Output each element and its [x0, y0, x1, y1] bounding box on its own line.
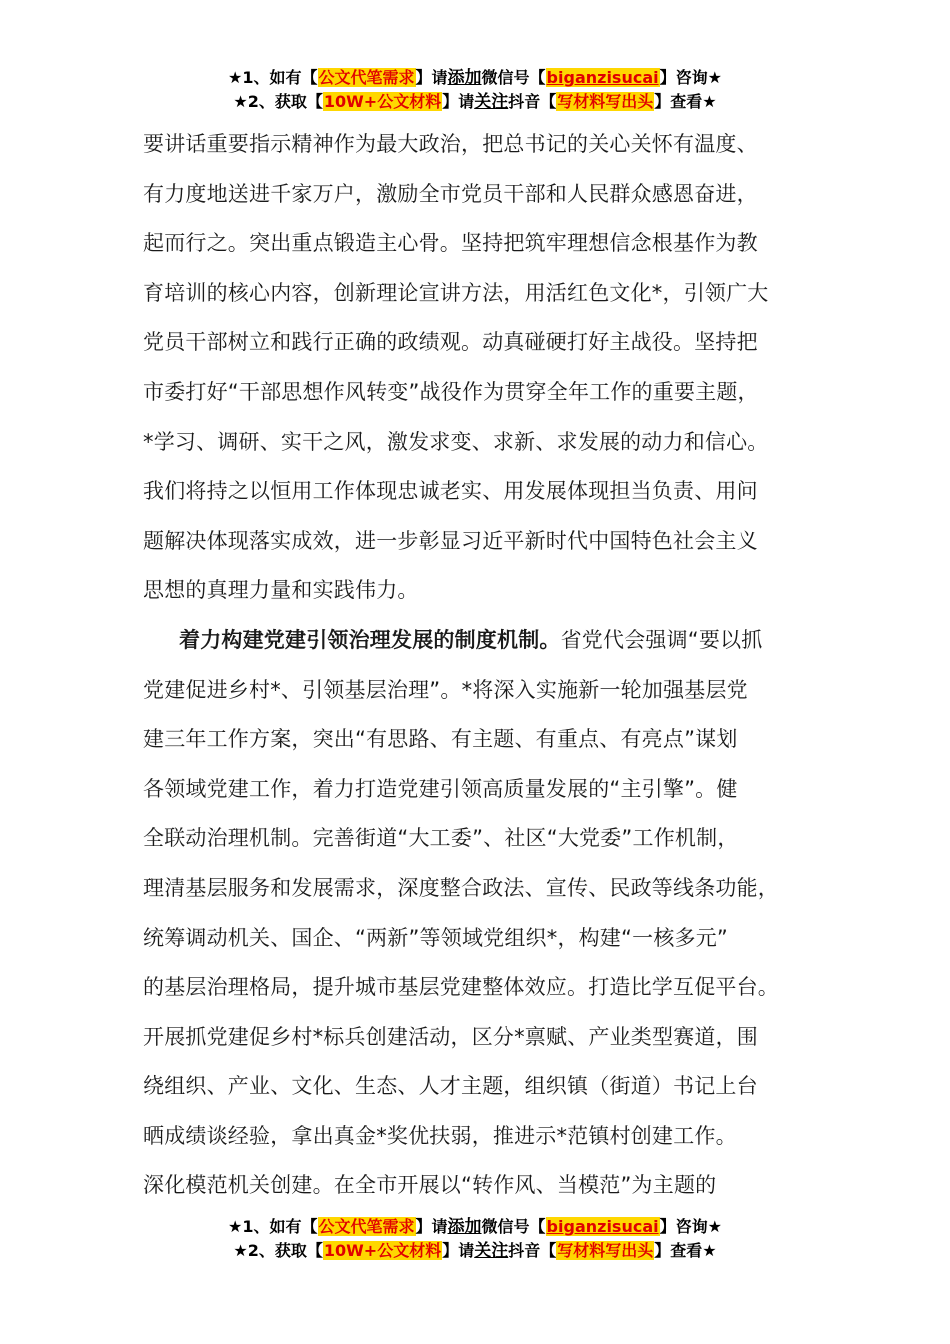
banner-text: 】请	[415, 68, 448, 87]
body-line: *学习、调研、实干之风，激发求变、求新、求发展的动力和信心。	[143, 429, 769, 454]
banner-text: 】咨询★	[659, 68, 722, 87]
body-line: 有力度地送进千家万户，激励全市党员干部和人民群众感恩奋进，	[143, 181, 758, 206]
banner-line-1	[0, 1215, 950, 1239]
body-line: 理清基层服务和发展需求，深度整合政法、宣传、民政等线条功能，	[143, 875, 779, 900]
body-line: 深化模范机关创建。在全市开展以“转作风、当模范”为主题的	[143, 1173, 717, 1198]
body-line: 育培训的核心内容，创新理论宣讲方法，用活红色文化*，引领广大	[143, 280, 769, 305]
highlight-materials: 10W+公文材料	[323, 92, 442, 111]
banner-text: 】请	[415, 1217, 448, 1236]
body-line: 开展抓党建促乡村*标兵创建活动，区分*禀赋、产业类型赛道，围	[143, 1024, 758, 1049]
banner-text: 微信号【	[481, 68, 546, 87]
body-line: 建三年工作方案，突出“有思路、有主题、有重点、有亮点”谋划	[143, 727, 738, 752]
body-line: 我们将持之以恒用工作体现忠诚老实、用发展体现担当负责、用问	[143, 479, 758, 504]
body-line: 的基层治理格局，提升城市基层党建整体效应。打造比学互促平台。	[143, 975, 779, 1000]
banner-emphasis: 添加	[447, 1217, 482, 1237]
header-banner	[0, 66, 950, 114]
body-line: 思想的真理力量和实践伟力。	[143, 578, 419, 603]
body-line: 起而行之。突出重点锻造主心骨。坚持把筑牢理想信念根基作为教	[143, 231, 758, 256]
banner-text: 】请	[442, 92, 475, 111]
highlight-service: 公文代笔需求	[318, 68, 415, 87]
body-line: 题解决体现落实成效，进一步彰显习近平新时代中国特色社会主义	[143, 528, 758, 553]
body-line: 党员干部树立和践行正确的政绩观。动真碰硬打好主战役。坚持把	[143, 330, 758, 355]
paragraph-heading: 着力构建党建引领治理发展的制度机制。	[179, 627, 561, 652]
wechat-id-link[interactable]: biganzisucai	[546, 1217, 659, 1236]
banner-text: 】咨询★	[659, 1217, 722, 1236]
body-text: 省党代会强调“要以抓	[560, 627, 763, 652]
highlight-douyin: 写材料写出头	[557, 92, 654, 111]
body-line: 绕组织、产业、文化、生态、人才主题，组织镇（街道）书记上台	[143, 1074, 758, 1099]
body-line: 统筹调动机关、国企、“两新”等领域党组织*，构建“一核多元”	[143, 925, 729, 950]
banner-text: 抖音【	[508, 92, 557, 111]
banner-text: ★1、如有【	[228, 68, 318, 87]
banner-line-1	[0, 66, 950, 90]
banner-line-2	[0, 90, 950, 114]
highlight-materials: 10W+公文材料	[323, 1241, 442, 1260]
banner-text: ★1、如有【	[228, 1217, 318, 1236]
body-line: 市委打好“干部思想作风转变”战役作为贯穿全年工作的重要主题，	[143, 379, 759, 404]
document-body	[143, 120, 843, 1211]
body-line: 党建促进乡村*、引领基层治理”。*将深入实施新一轮加强基层党	[143, 677, 748, 702]
paragraph-first-line	[143, 616, 843, 666]
banner-text: ★2、获取【	[233, 92, 323, 111]
banner-text: 】请	[442, 1241, 475, 1260]
banner-text: 】查看★	[654, 1241, 717, 1260]
highlight-service: 公文代笔需求	[318, 1217, 415, 1236]
banner-emphasis: 添加	[447, 68, 482, 88]
body-line: 全联动治理机制。完善街道“大工委”、社区“大党委”工作机制，	[143, 826, 739, 851]
body-line: 晒成绩谈经验，拿出真金*奖优扶弱，推进示*范镇村创建工作。	[143, 1123, 737, 1148]
banner-text: ★2、获取【	[233, 1241, 323, 1260]
banner-line-2	[0, 1239, 950, 1263]
banner-emphasis: 关注	[474, 1241, 509, 1261]
highlight-douyin: 写材料写出头	[557, 1241, 654, 1260]
banner-text: 微信号【	[481, 1217, 546, 1236]
body-line: 各领域党建工作，着力打造党建引领高质量发展的“主引擎”。健	[143, 776, 738, 801]
footer-banner	[0, 1215, 950, 1263]
banner-emphasis: 关注	[474, 92, 509, 112]
wechat-id-link[interactable]: biganzisucai	[546, 68, 659, 87]
banner-text: 抖音【	[508, 1241, 557, 1260]
banner-text: 】查看★	[654, 92, 717, 111]
body-line: 要讲话重要指示精神作为最大政治，把总书记的关心关怀有温度、	[143, 132, 758, 156]
